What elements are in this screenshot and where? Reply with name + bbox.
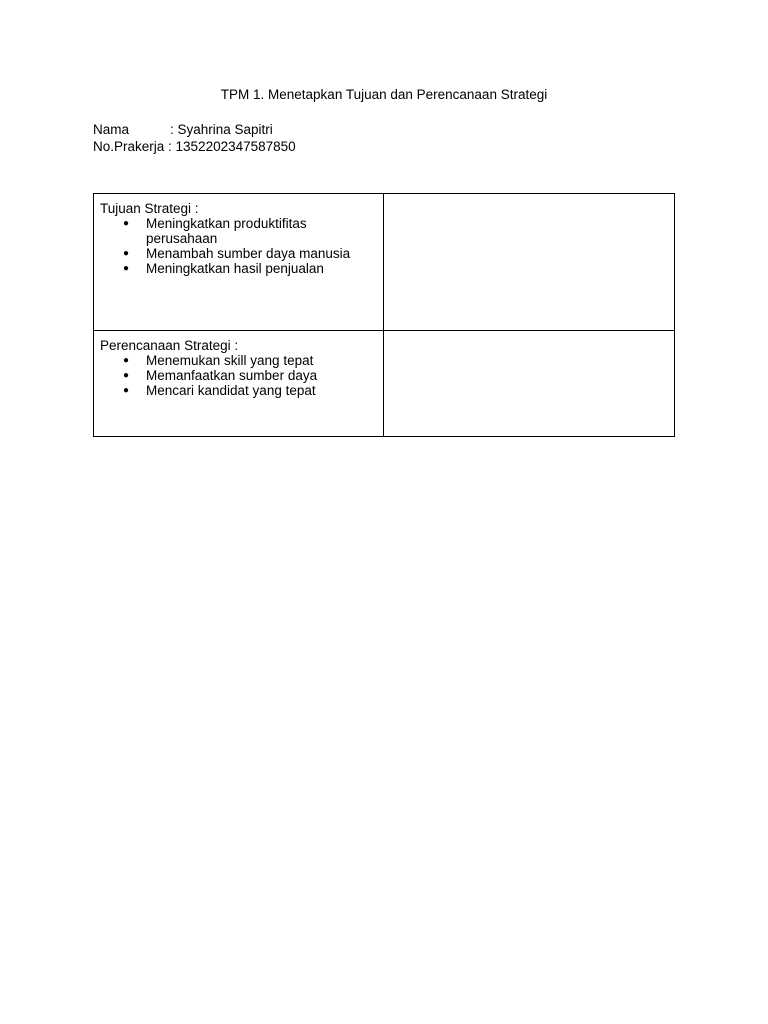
perencanaan-strategi-heading: Perencanaan Strategi :: [100, 338, 239, 353]
name-row: [93, 122, 296, 139]
list-item: ● Mencari kandidat yang tepat: [100, 383, 377, 398]
page-title: TPM 1. Menetapkan Tujuan dan Perencanaan Strategi: [220, 87, 548, 102]
list-item: ● Menemukan skill yang tepat: [100, 353, 377, 368]
table-row: [94, 331, 675, 437]
list-item: ● Meningkatkan hasil penjualan: [100, 261, 377, 276]
name-value: : Syahrina Sapitri: [170, 122, 273, 137]
tujuan-strategi-cell: [94, 194, 384, 331]
perencanaan-strategi-list: [100, 353, 377, 398]
prakerja-value: : 1352202347587850: [164, 139, 296, 154]
tujuan-strategi-heading: Tujuan Strategi :: [100, 201, 199, 216]
tujuan-strategi-list: [100, 216, 377, 276]
list-item: ● Meningkatkan produktifitas perusahaan: [100, 216, 377, 246]
list-item: ● Memanfaatkan sumber daya: [100, 368, 377, 383]
empty-cell: [384, 331, 675, 437]
table-row: [94, 194, 675, 331]
name-label: Nama: [93, 122, 130, 137]
participant-info: [93, 122, 296, 156]
perencanaan-strategi-cell: [94, 331, 384, 437]
prakerja-label: No.Prakerja: [93, 139, 165, 154]
prakerja-row: [93, 139, 296, 156]
strategy-table: [93, 193, 675, 437]
empty-cell: [384, 194, 675, 331]
list-item: ● Menambah sumber daya manusia: [100, 246, 377, 261]
